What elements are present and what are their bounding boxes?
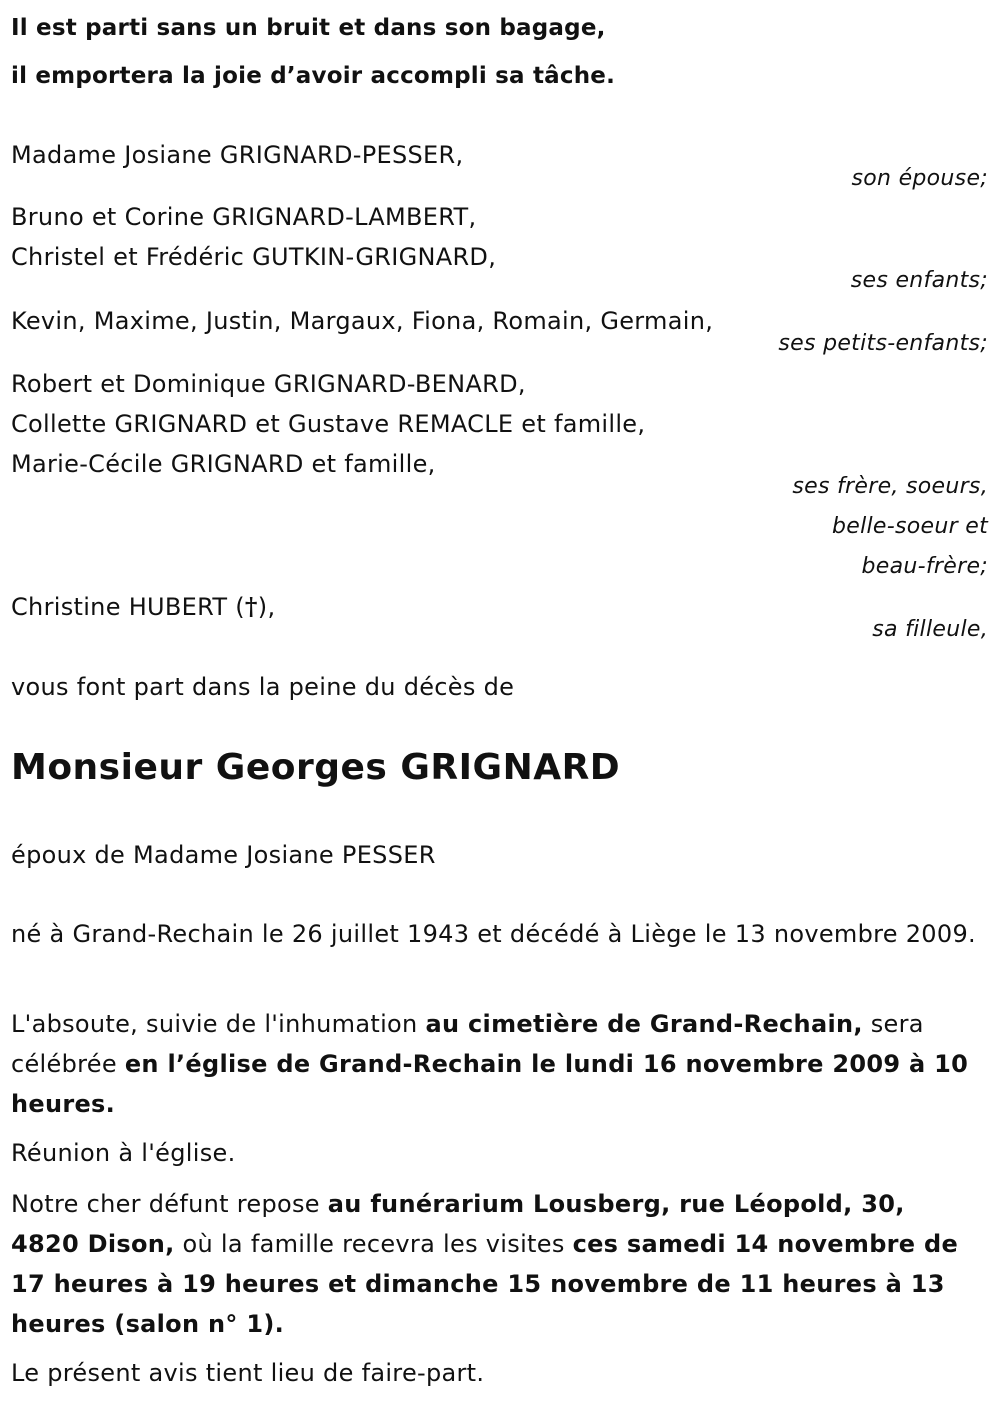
siblings-relation: ses frère, soeurs, belle-soeur et beau-frère; bbox=[792, 474, 988, 579]
siblings-names bbox=[11, 364, 645, 484]
closing-line: Le présent avis tient lieu de faire-part. bbox=[11, 1359, 485, 1387]
epigraph-line-1: Il est parti sans un bruit et dans son bagage, bbox=[11, 15, 606, 41]
cross-icon: † bbox=[244, 592, 258, 621]
visiting-hours: ces samedi 14 novembre de 17 heures à 19 heures et dimanche 15 novembre de 11 heures à 13 heures (salon n° 1). bbox=[11, 1230, 959, 1338]
deceased-name: Monsieur Georges GRIGNARD bbox=[11, 747, 621, 788]
meeting-line: Réunion à l'église. bbox=[11, 1139, 236, 1167]
child-couple-1: Bruno et Corine GRIGNARD-LAMBERT, bbox=[11, 203, 477, 231]
church-datetime: en l’église de Grand-Rechain le lundi 16 novembre 2009 à 10 heures. bbox=[11, 1050, 969, 1118]
goddaughter-relation: sa filleule, bbox=[872, 617, 988, 642]
epigraph-line-2: il emportera la joie d’avoir accompli sa tâche. bbox=[11, 63, 616, 89]
goddaughter-name: Christine HUBERT (†), bbox=[11, 592, 276, 621]
sibling-1: Robert et Dominique GRIGNARD-BENARD, bbox=[11, 370, 526, 398]
announcement: vous font part dans la peine du décès de bbox=[11, 673, 515, 701]
funeral-home-location: au funérarium Lousberg, rue Léopold, 30, 4820 Dison, bbox=[11, 1190, 905, 1258]
spouse-name: Madame Josiane GRIGNARD-PESSER, bbox=[11, 141, 464, 169]
deceased-spouse-line: époux de Madame Josiane PESSER bbox=[11, 841, 436, 869]
ceremony-paragraph: L'absoute, suivie de l'inhumation au cimetière de Grand-Rechain, sera célébrée en l’église de Grand-Rechain le lundi 16 novembre 2009 à 10 heures. bbox=[11, 1010, 969, 1118]
grandchildren-names: Kevin, Maxime, Justin, Margaux, Fiona, Romain, Germain, bbox=[11, 307, 714, 335]
cemetery-location: au cimetière de Grand-Rechain, bbox=[425, 1010, 863, 1038]
epigraph bbox=[11, 4, 615, 100]
children-names bbox=[11, 197, 496, 277]
grandchildren-relation: ses petits-enfants; bbox=[778, 331, 988, 356]
birth-death-line: né à Grand-Rechain le 26 juillet 1943 et décédé à Liège le 13 novembre 2009. bbox=[11, 920, 976, 948]
spouse-relation: son épouse; bbox=[851, 166, 988, 191]
children-relation: ses enfants; bbox=[850, 268, 988, 293]
sibling-3: Marie-Cécile GRIGNARD et famille, bbox=[11, 450, 436, 478]
sibling-2: Collette GRIGNARD et Gustave REMACLE et famille, bbox=[11, 410, 646, 438]
visitation-paragraph: Notre cher défunt repose au funérarium Lousberg, rue Léopold, 30, 4820 Dison, où la famille recevra les visites ces samedi 14 novembre de 17 heures à 19 heures et dimanche 15 novembre de 11 heures à 13 heures (salon n° 1). bbox=[11, 1190, 959, 1338]
child-couple-2: Christel et Frédéric GUTKIN-GRIGNARD, bbox=[11, 243, 497, 271]
